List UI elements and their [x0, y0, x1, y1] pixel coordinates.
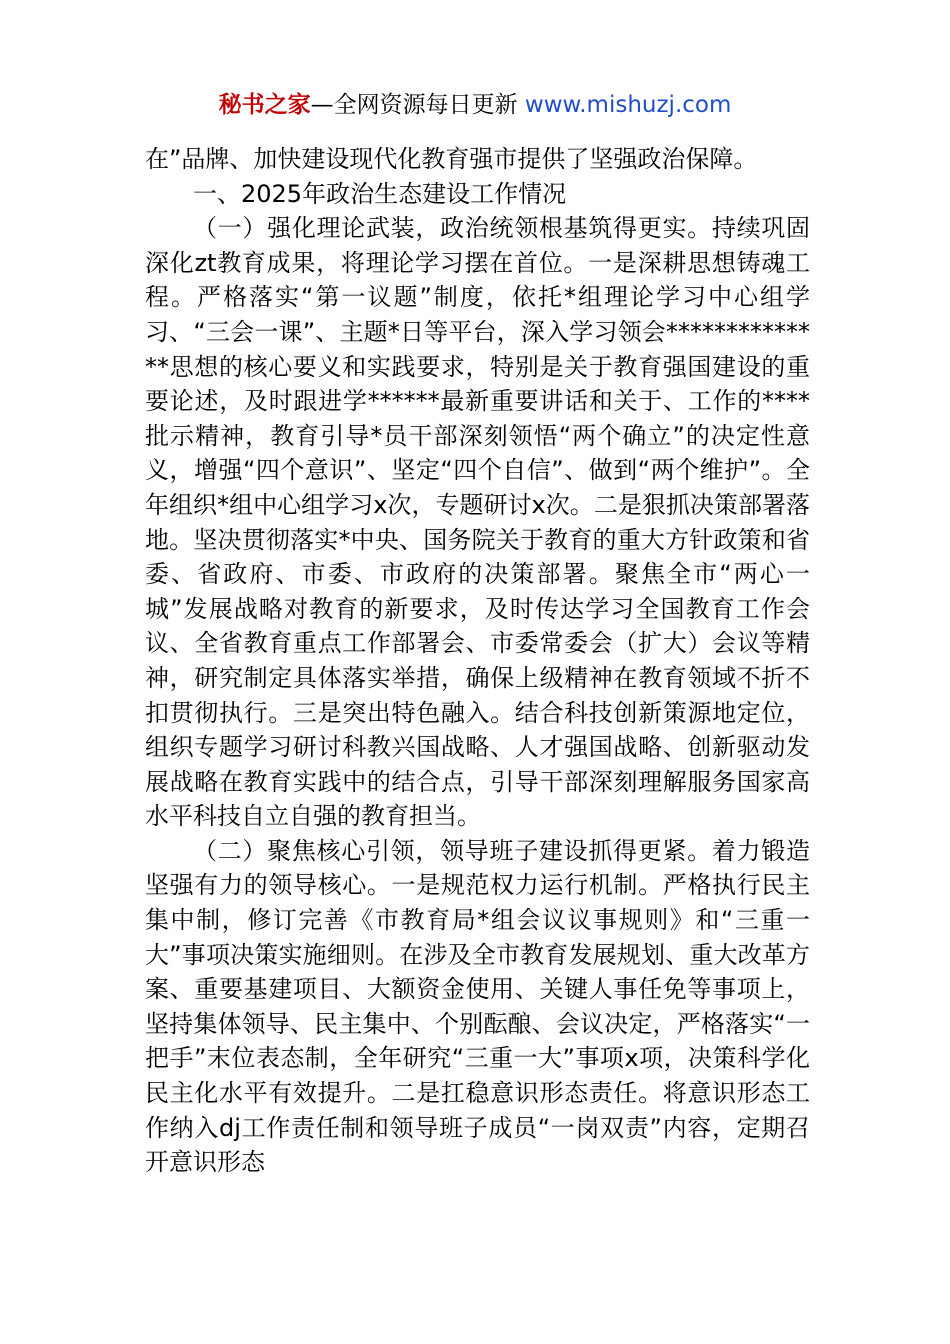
page-header — [0, 90, 950, 120]
header-brand: 秘书之家 — [218, 92, 311, 118]
header-url-link[interactable]: www.mishuzj.com — [524, 92, 732, 118]
body-paragraph: （二）聚焦核心引领，领导班子建设抓得更紧。着力锻造坚强有力的领导核心。一是规范权力运行机制。严格执行民主集中制，修订完善《市教育局*组会议议事规则》和“三重一大”事项决策实施细则。在涉及全市教育发展规划、重大改革方案、重要基建项目、大额资金使用、关键人事任免等事项上，坚持集体领导、民主集中、个别酝酿、会议决定，严格落实“一把手”末位表态制，全年研究“三重一大”事项x项，决策科学化民主化水平有效提升。二是扛稳意识形态责任。将意识形态工作纳入dj工作责任制和领导班子成员“一岗双责”内容，定期召开意识形态 — [145, 836, 810, 1177]
document-body — [145, 142, 810, 1180]
section-heading: 一、2025年政治生态建设工作情况 — [193, 179, 567, 208]
body-paragraph: （一）强化理论武装，政治统领根基筑得更实。持续巩固深化zt教育成果，将理论学习摆在首位。一是深耕思想铸魂工程。严格落实“第一议题”制度，依托*组理论学习中心组学习、“三会一课”、主题*日等平台，深入学习领会**************思想的核心要义和实践要求，特别是关于教育强国建设的重要论述，及时跟进学******最新重要讲话和关于、工作的****批示精神，教育引导*员干部深刻领悟“两个确立”的决定性意义，增强“四个意识”、坚定“四个自信”、做到“两个维护”。全年组织*组中心组学习x次，专题研讨x次。二是狠抓决策部署落地。坚决贯彻落实*中央、国务院关于教育的重大方针政策和省委、省政府、市委、市政府的决策部署。聚焦全市“两心一城”发展战略对教育的新要求，及时传达学习全国教育工作会议、全省教育重点工作部署会、市委常委会（扩大）会议等精神，研究制定具体落实举措，确保上级精神在教育领域不折不扣贯彻执行。三是突出特色融入。结合科技创新策源地定位，组织专题学习研讨科教兴国战略、人才强国战略、创新驱动发展战略在教育实践中的结合点，引导干部深刻理解服务国家高水平科技自立自强的教育担当。 — [145, 214, 810, 831]
header-tagline: —全网资源每日更新 — [310, 92, 525, 118]
continuation-paragraph: 在”品牌、加快建设现代化教育强市提供了坚强政治保障。 — [145, 145, 758, 173]
